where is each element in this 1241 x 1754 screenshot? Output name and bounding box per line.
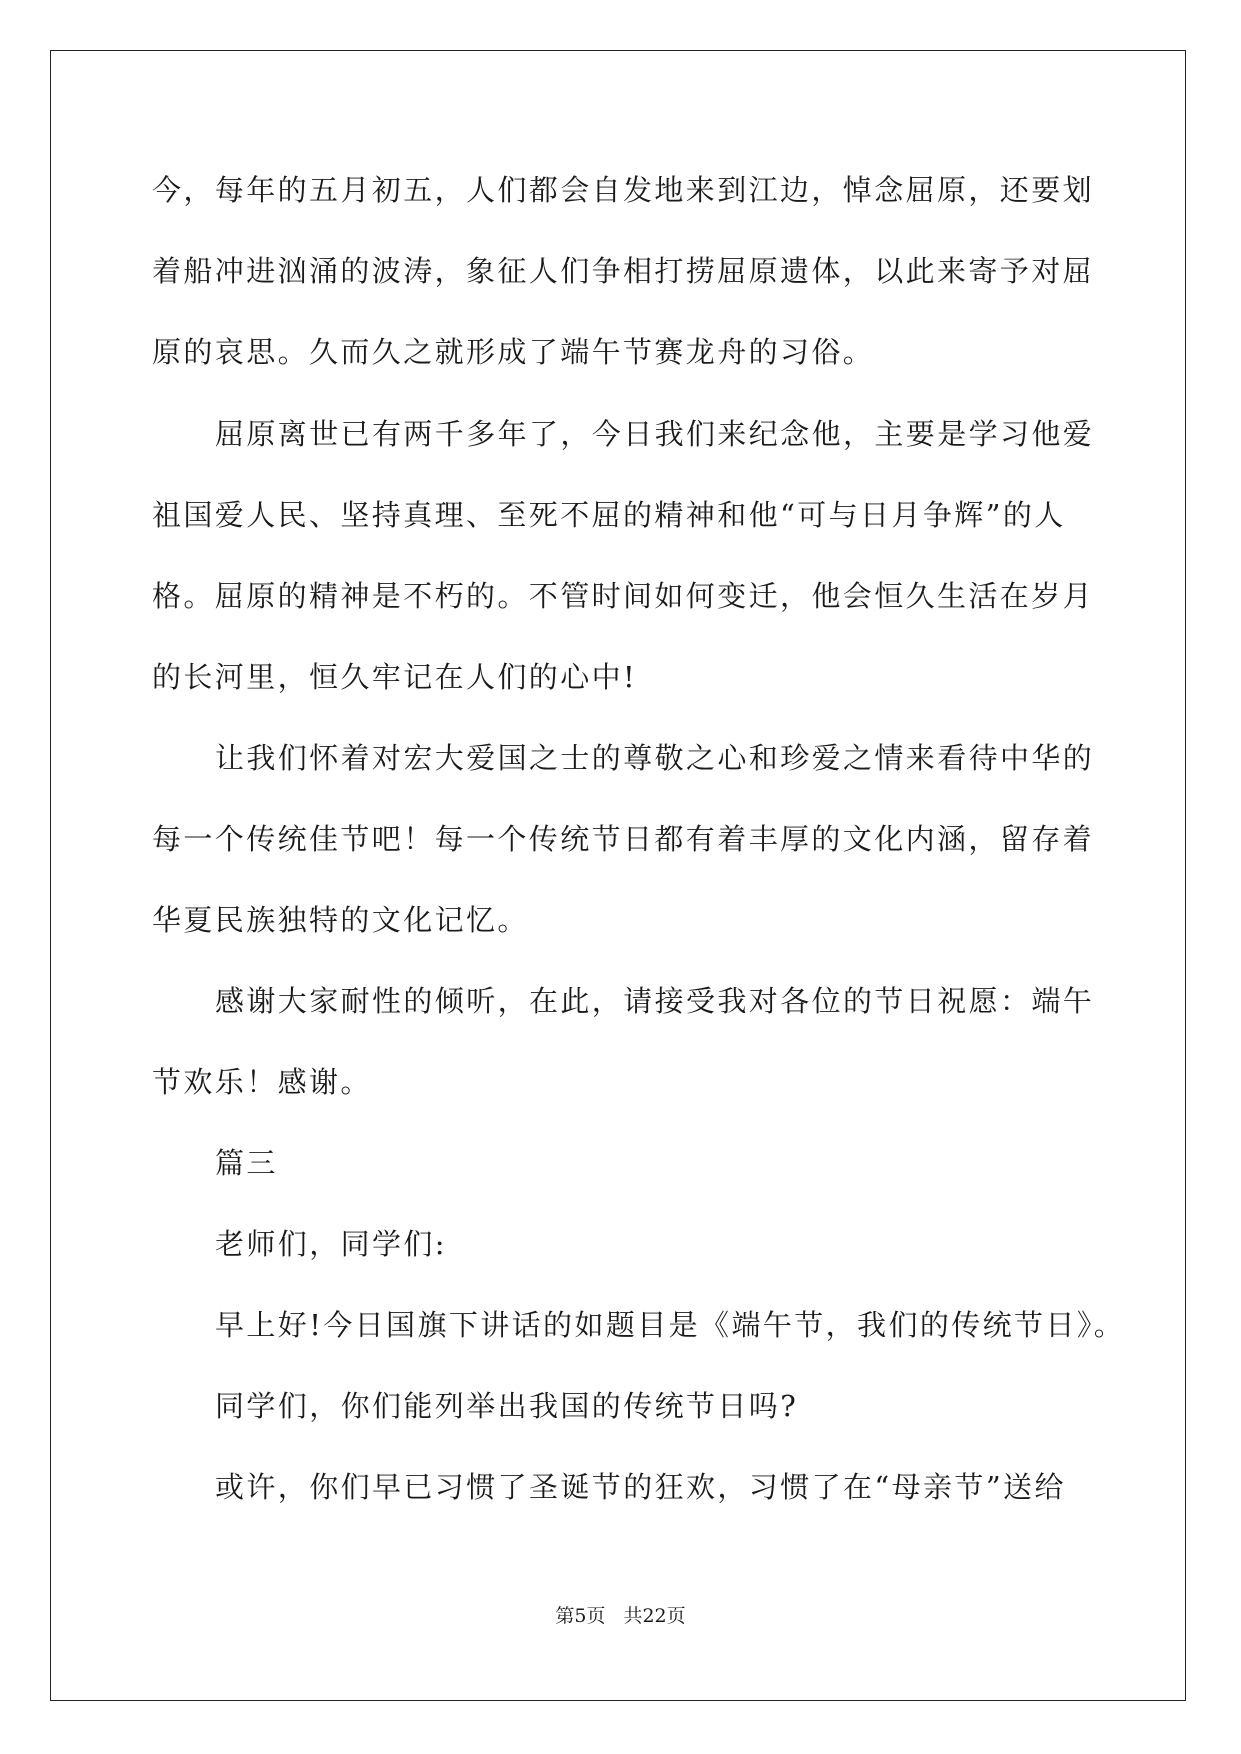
text-line: 屈原离世已有两千多年了，今日我们来纪念他，主要是学习他爱 bbox=[215, 417, 1095, 451]
text-line: 让我们怀着对宏大爱国之士的尊敬之心和珍爱之情来看待中华的 bbox=[215, 741, 1095, 775]
text-line: 格。屈原的精神是不朽的。不管时间如何变迁，他会恒久生活在岁月 bbox=[152, 579, 1095, 613]
text-line: 每一个传统佳节吧！每一个传统节日都有着丰厚的文化内涵，留存着 bbox=[152, 822, 1095, 856]
text-line: 华夏民族独特的文化记忆。 bbox=[152, 903, 529, 937]
text-line: 着船冲进汹涌的波涛，象征人们争相打捞屈原遗体，以此来寄予对屈 bbox=[152, 254, 1095, 288]
text-line: 早上好!今日国旗下讲话的如题目是《端午节，我们的传统节日》。 bbox=[215, 1308, 1126, 1342]
text-line: 今，每年的五月初五，人们都会自发地来到江边，悼念屈原，还要划 bbox=[152, 173, 1095, 207]
page-footer bbox=[0, 1604, 1241, 1628]
text-line: 节欢乐！感谢。 bbox=[152, 1065, 372, 1099]
page-number: 第5页 bbox=[555, 1605, 606, 1627]
text-line: 的长河里，恒久牢记在人们的心中! bbox=[152, 660, 638, 694]
page-total: 共22页 bbox=[623, 1605, 686, 1627]
text-line: 感谢大家耐性的倾听，在此，请接受我对各位的节日祝愿：端午 bbox=[215, 984, 1095, 1018]
text-line: 同学们，你们能列举出我国的传统节日吗? bbox=[215, 1389, 799, 1423]
text-line: 老师们，同学们: bbox=[215, 1227, 447, 1261]
section-heading: 篇三 bbox=[215, 1146, 278, 1180]
text-line: 原的哀思。久而久之就形成了端午节赛龙舟的习俗。 bbox=[152, 335, 875, 369]
text-line: 或许，你们早已习惯了圣诞节的狂欢，习惯了在“母亲节”送给 bbox=[215, 1470, 1066, 1504]
text-line: 祖国爱人民、坚持真理、至死不屈的精神和他“可与日月争辉”的人 bbox=[152, 498, 1066, 532]
